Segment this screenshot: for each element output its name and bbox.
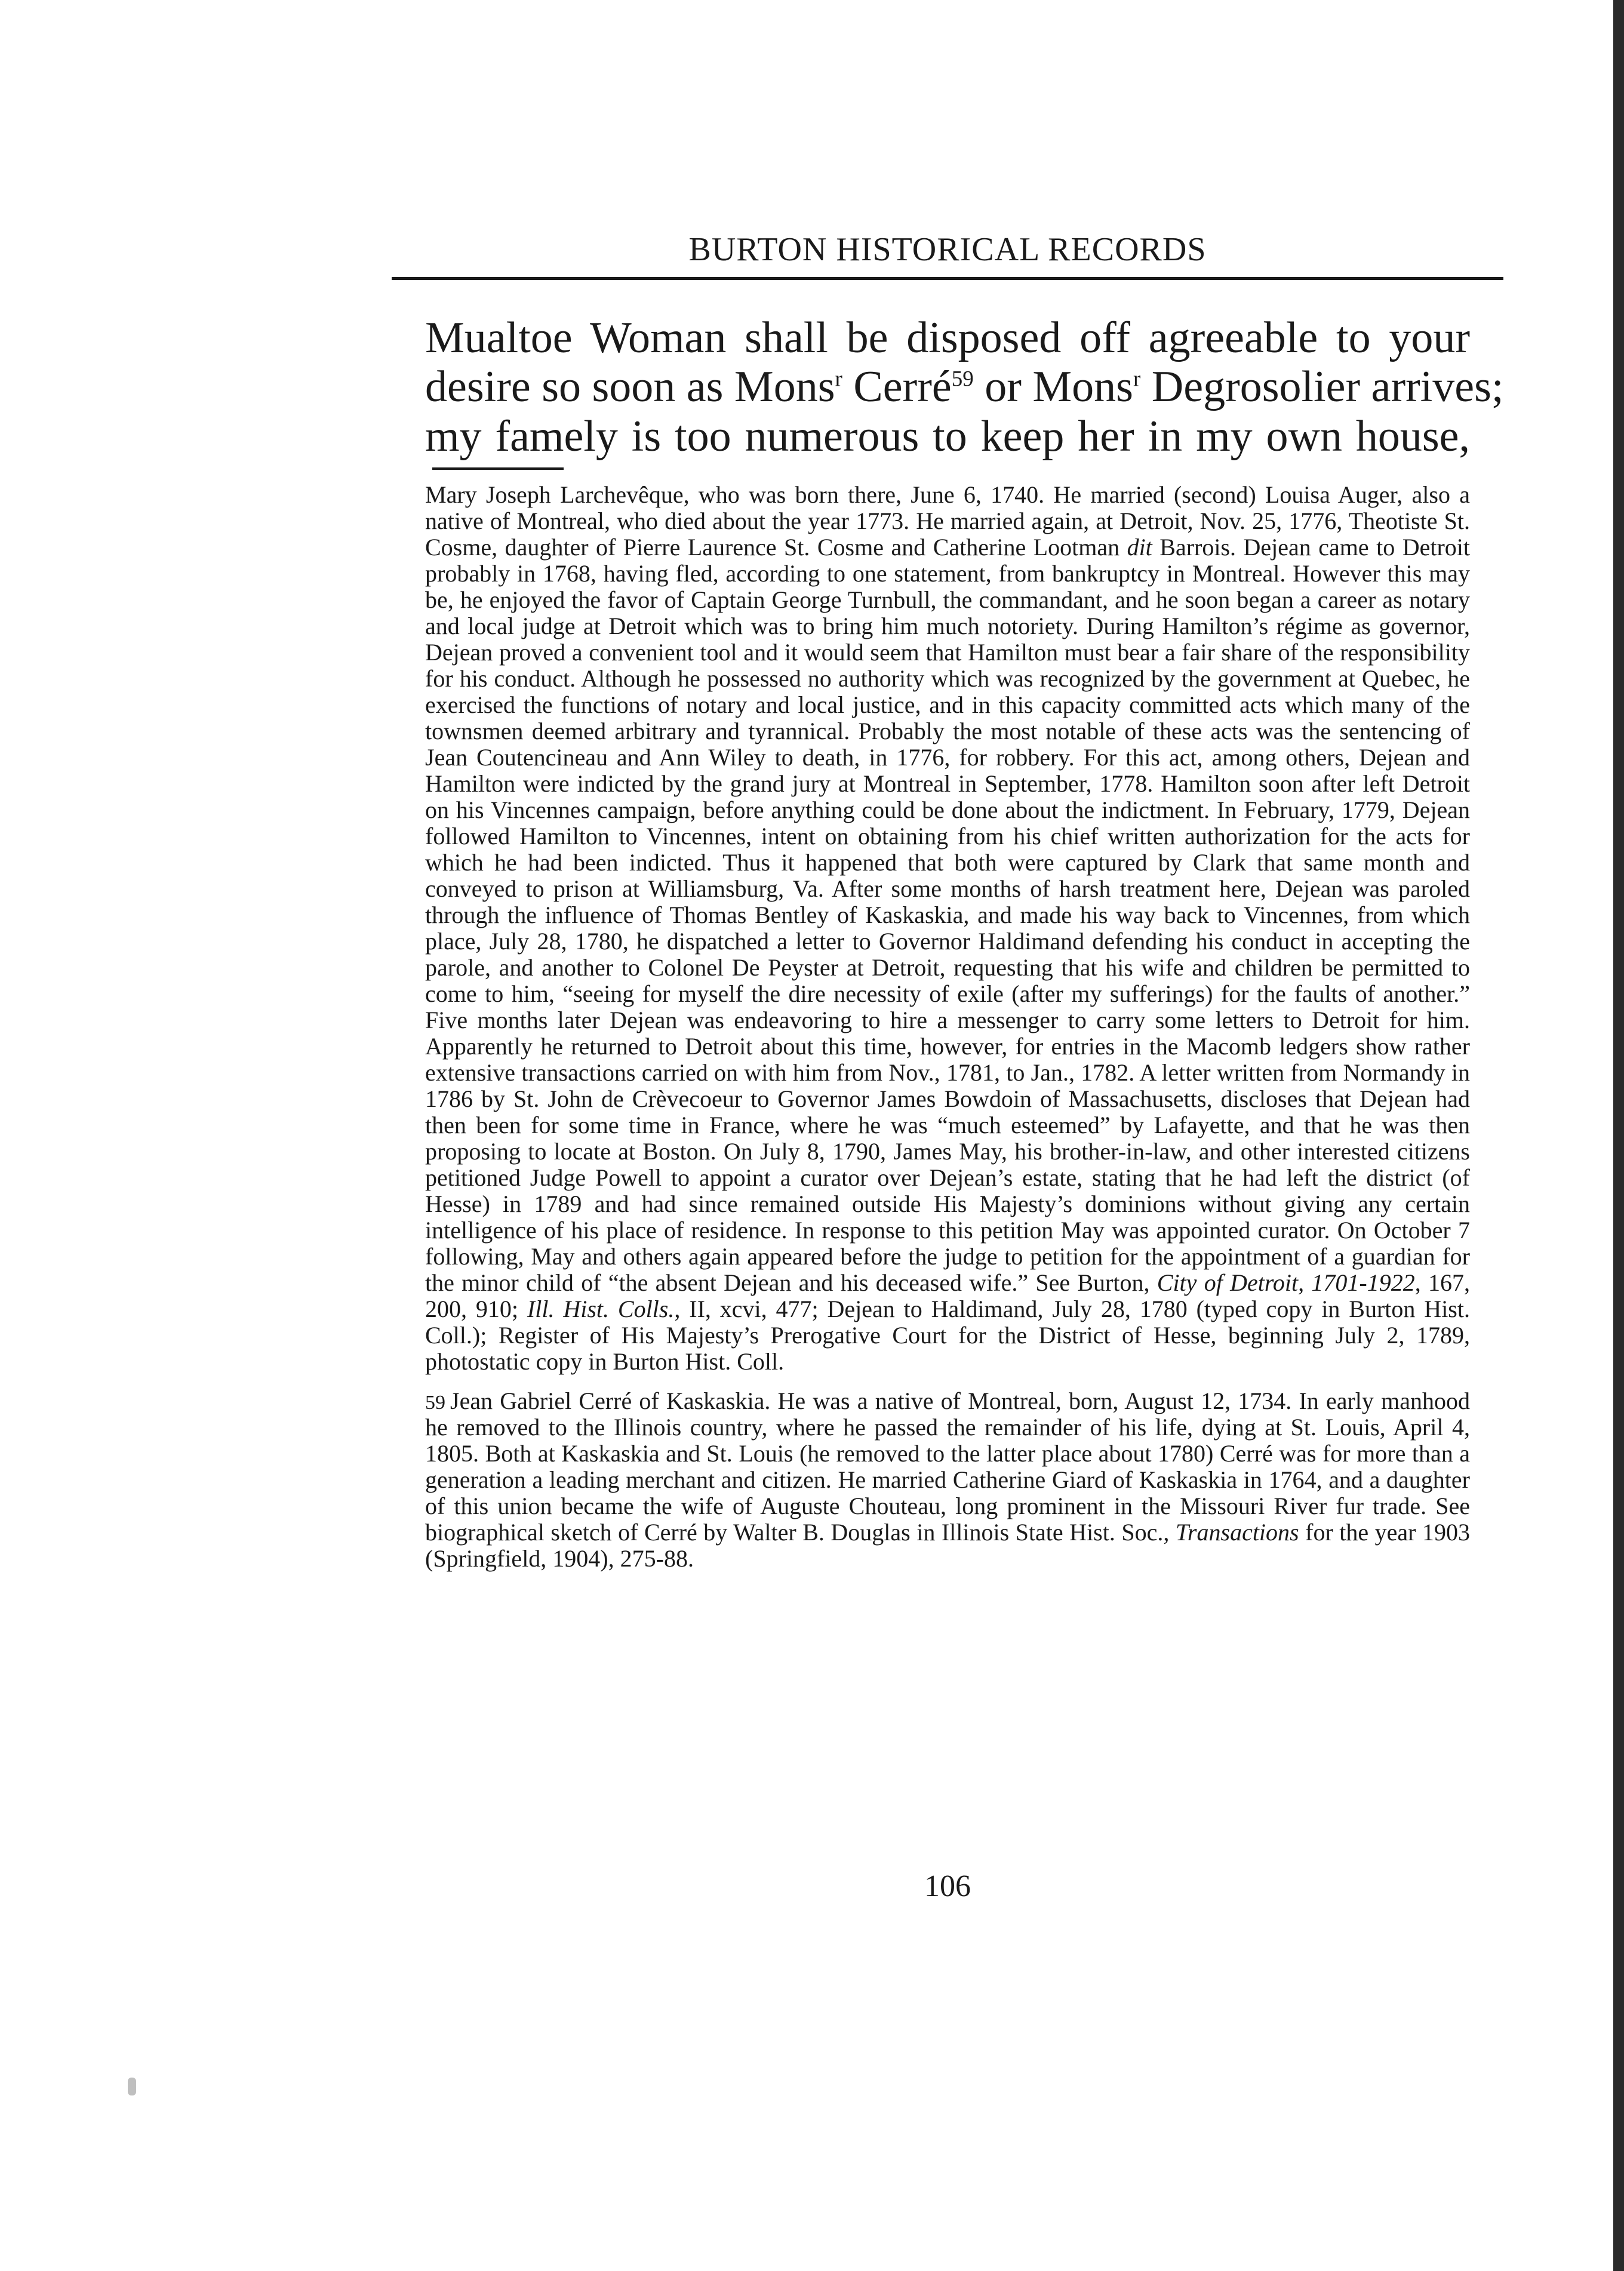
- header-rule: [392, 277, 1503, 280]
- footnote-59: 59 Jean Gabriel Cerré of Kaskaskia. He was a native of Montreal, born, August 12, 1734. In early manhood he removed to the Illinois country, where he passed the remainder of his life, dying at St. Louis, April 4, 1805. Both at Kaskaskia and St. Louis (he removed to the latter place about 1780) Cerré was for more than a generation a leading merchant and citizen. He married Catherine Giard of Kaskaskia in 1764, and a daughter of this union became the wife of Auguste Chouteau, long prominent in the Missouri River fur trade. See biographical sketch of Cerré by Walter B. Douglas in Illinois State Hist. Soc., Transactions for the year 1903 (Springfield, 1904), 275-88.: [425, 1387, 1470, 1573]
- main-line-2: desire so soon as Mons$^r$ Cerré$^{59}$ or Mons$^r$ Degrosolier arrives;: [425, 362, 1504, 412]
- main-line-1: Mualtoe Woman shall be disposed off agreeable to your: [425, 313, 1470, 362]
- footnote-rule: [432, 467, 564, 470]
- main-text: [425, 313, 1504, 462]
- scan-fleck: [128, 2078, 136, 2095]
- running-head: BURTON HISTORICAL RECORDS: [688, 231, 1207, 268]
- footnote-58-continued: Mary Joseph Larchevêque, who was born there, June 6, 1740. He married (second) Louisa Auger, also a native of Montreal, who died about the year 1773. He married again, at Detroit, Nov. 25, 1776, Theotiste St. Cosme, daughter of Pierre Laurence St. Cosme and Catherine Lootman dit Barrois. Dejean came to Detroit probably in 1768, having fled, according to one statement, from bankruptcy in Montreal. However this may be, he enjoyed the favor of Captain George Turnbull, the commandant, and he soon began a career as notary and local judge at Detroit which was to bring him much notoriety. During Hamilton’s régime as governor, Dejean proved a convenient tool and it would seem that Hamilton must bear a fair share of the responsibility for his conduct. Although he possessed no authority which was recognized by the government at Quebec, he exercised the functions of notary and local justice, and in this capacity committed acts which many of the townsmen deemed arbitrary and tyrannical. Probably the most notable of these acts was the sentencing of Jean Coutencineau and Ann Wiley to death, in 1776, for robbery. For this act, among others, Dejean and Hamilton were indicted by the grand jury at Montreal in September, 1778. Hamilton soon after left Detroit on his Vincennes campaign, before anything could be done about the indictment. In February, 1779, Dejean followed Hamilton to Vincennes, intent on obtaining from his chief written authorization for the acts for which he had been indicted. Thus it happened that both were captured by Clark that same month and conveyed to prison at Williamsburg, Va. After some months of harsh treatment here, Dejean was paroled through the influence of Thomas Bentley of Kaskaskia, and made his way back to Vincennes, from which place, July 28, 1780, he dispatched a letter to Governor Haldimand defending his conduct in accepting the parole, and another to Colonel De Peyster at Detroit, requesting that his wife and children be permitted to come to him, “seeing for myself the dire necessity of exile (after my sufferings) for the faults of another.” Five months later Dejean was endeavoring to hire a messenger to carry some letters to Detroit for him. Apparently he returned to Detroit about this time, however, for entries in the Macomb ledgers show rather extensive transactions carried on with him from Nov., 1781, to Jan., 1782. A letter written from Normandy in 1786 by St. John de Crèvecoeur to Governor James Bowdoin of Massachusetts, discloses that Dejean had then been for some time in France, where he was “much esteemed” by Lafayette, and that he was then proposing to locate at Boston. On July 8, 1790, James May, his brother-in-law, and other interested citizens petitioned Judge Powell to appoint a curator over Dejean’s estate, stating that he had left the district (of Hesse) in 1789 and had since remained outside His Majesty’s dominions without giving any certain intelligence of his place of residence. In response to this petition May was appointed curator. On October 7 following, May and others again appeared before the judge to petition for the appointment of a guardian for the minor child of “the absent Dejean and his deceased wife.” See Burton, City of Detroit, 1701-1922, 167, 200, 910; Ill. Hist. Colls., II, xcvi, 477; Dejean to Haldimand, July 28, 1780 (typed copy in Burton Hist. Coll.); Register of His Majesty’s Prerogative Court for the District of Hesse, beginning July 2, 1789, photostatic copy in Burton Hist. Coll.: [425, 481, 1471, 1375]
- main-line-3: my famely is too numerous to keep her in my own house,: [425, 412, 1470, 461]
- page-number: 106: [924, 1869, 971, 1903]
- footnote-number: 59: [425, 1392, 445, 1414]
- footnotes: [425, 482, 1470, 1572]
- scan-edge: [1613, 0, 1624, 2271]
- page: [425, 203, 1504, 1903]
- footnote-ref-59: 59: [951, 367, 974, 392]
